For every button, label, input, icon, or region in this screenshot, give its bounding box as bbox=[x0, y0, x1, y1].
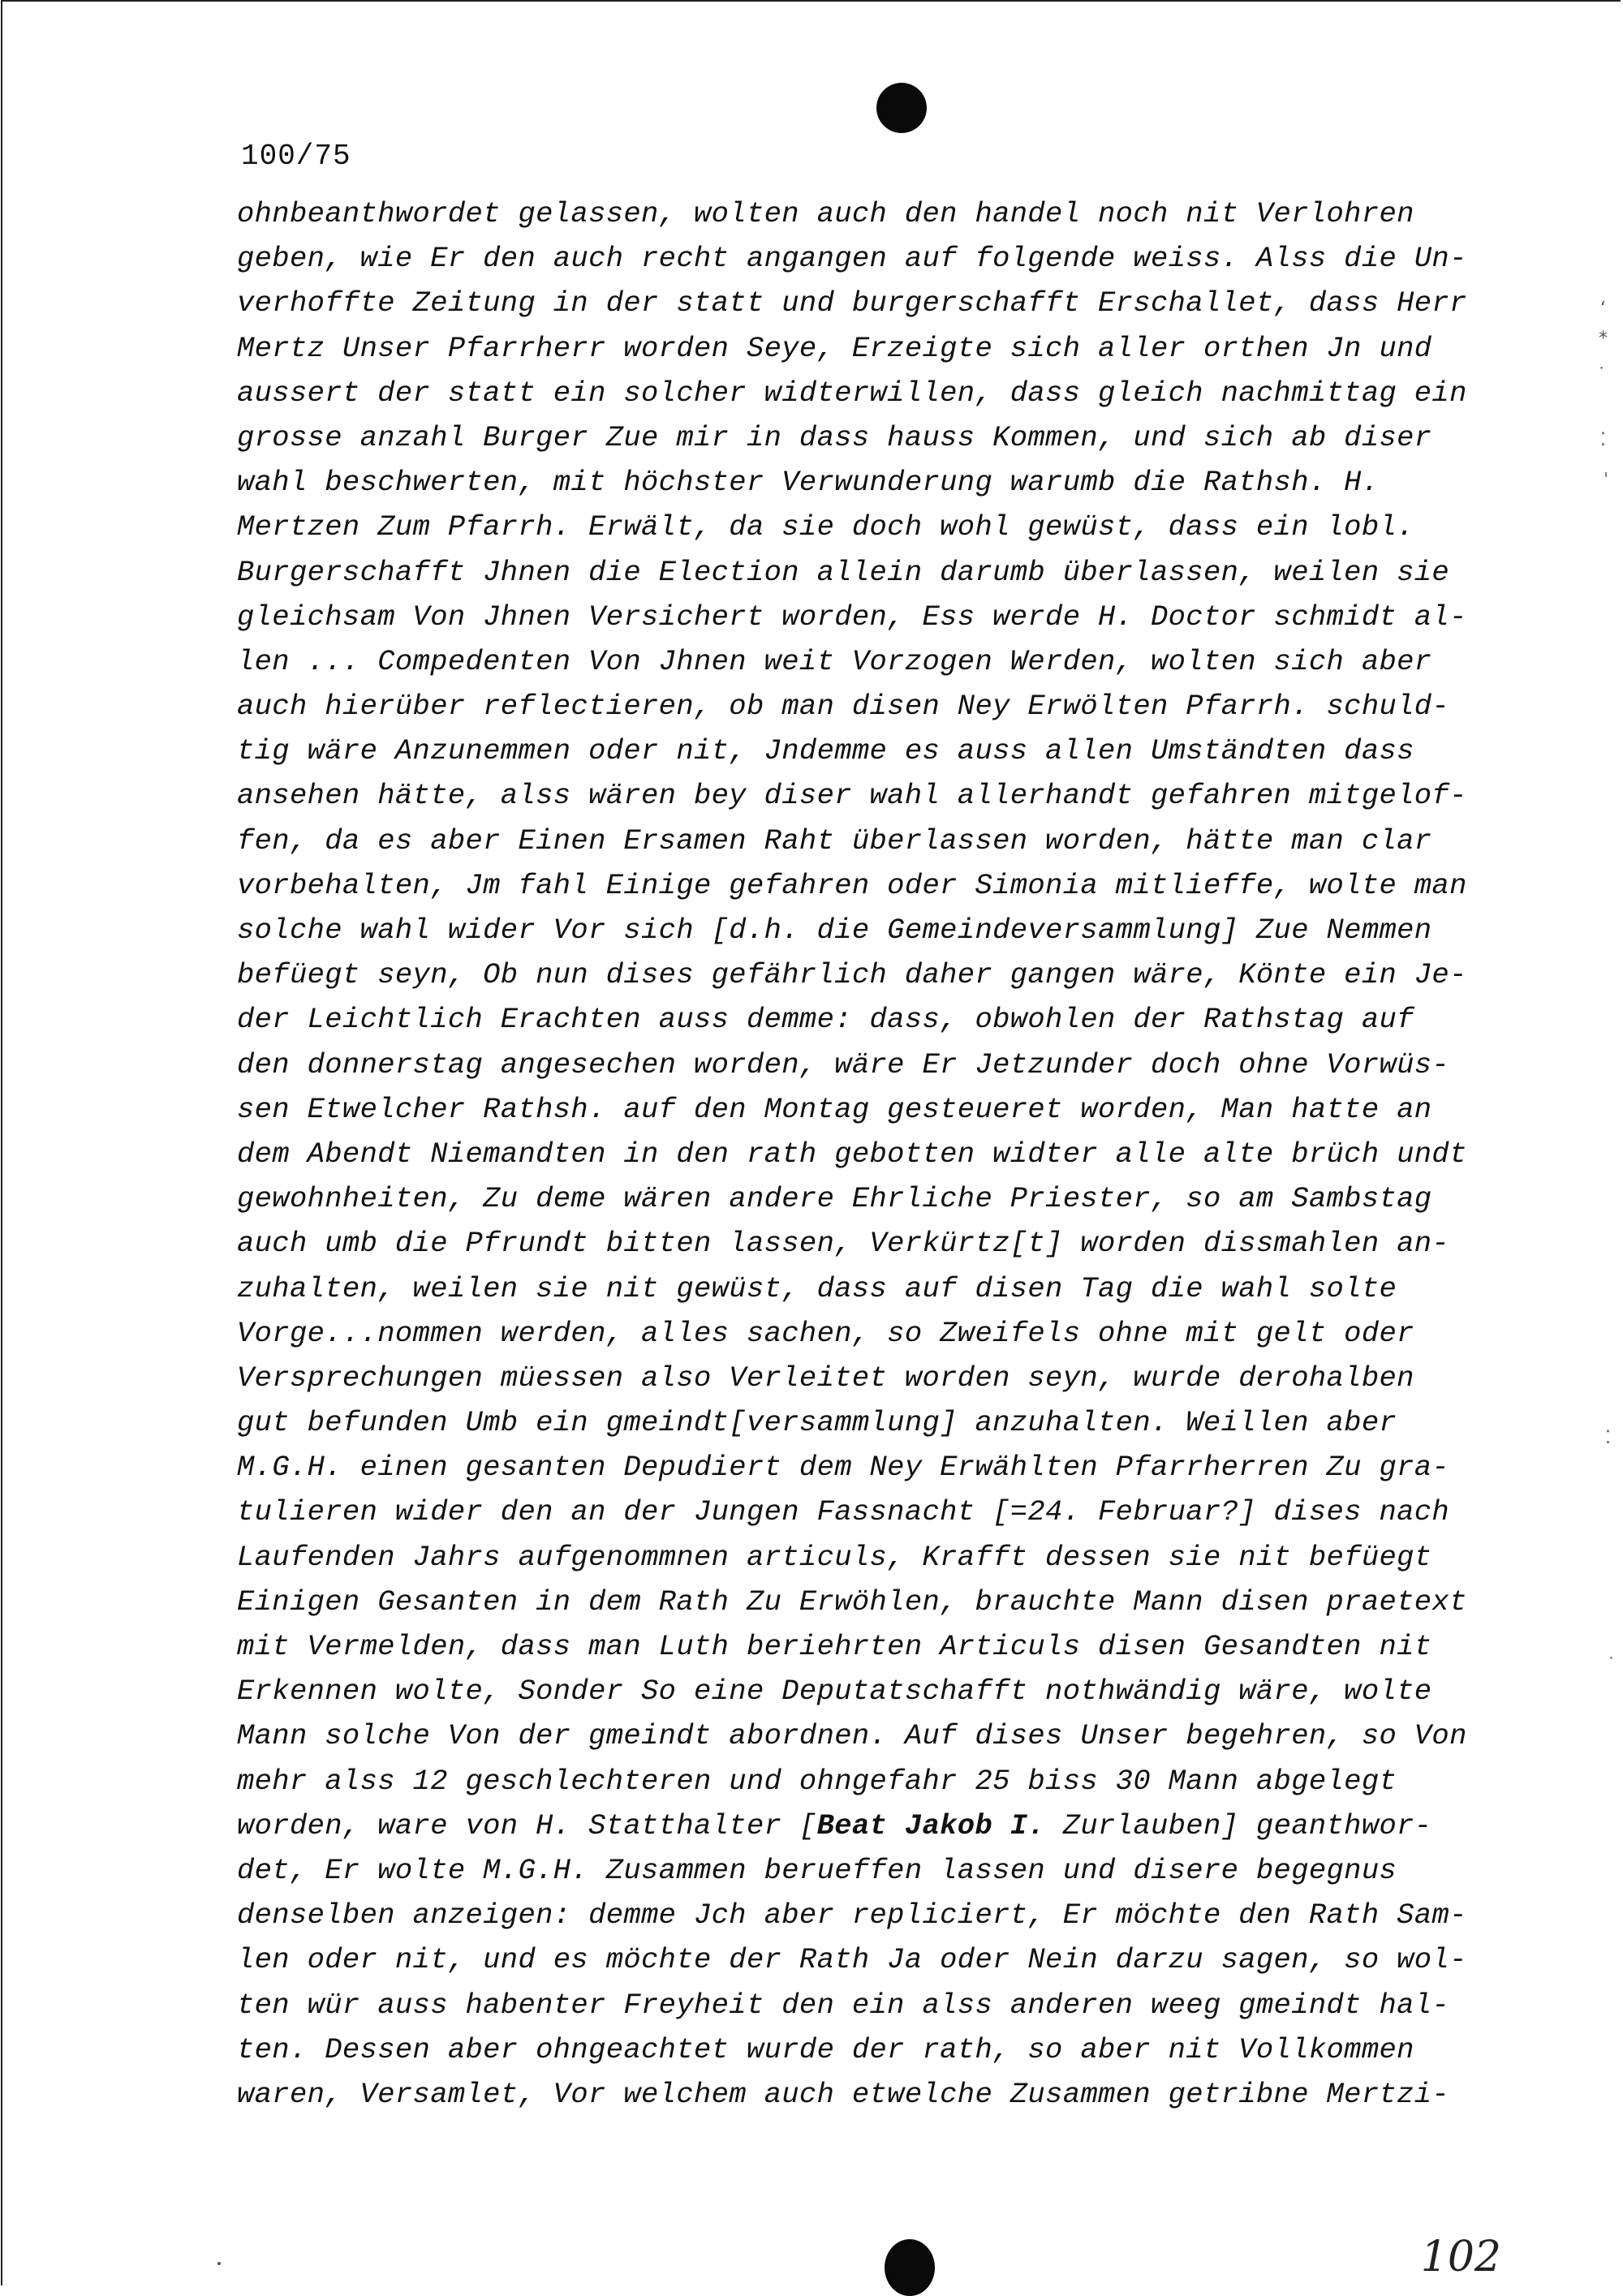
text-line: Burgerschafft Jhnen die Election allein darumb überlassen, weilen sie bbox=[237, 555, 1450, 589]
text-line: det, Er wolte M.G.H. Zusammen berueffen lassen und disere begegnus bbox=[237, 1853, 1397, 1887]
bold-name-segment: Beat Jakob I. bbox=[816, 1808, 1046, 1842]
margin-scan-mark: ʻ bbox=[1600, 299, 1606, 319]
text-line: auch hierüber reflectieren, ob man disen Ney Erwölten Pfarrh. schuld- bbox=[237, 690, 1450, 724]
text-line: gut befunden Umb ein gmeindt[versammlung] anzuhalten. Weillen aber bbox=[237, 1406, 1397, 1440]
text-line bbox=[237, 1804, 1503, 1848]
punch-hole-bottom bbox=[885, 2239, 935, 2296]
text-line: ohnbeanthwordet gelassen, wolten auch den handel noch nit Verlohren bbox=[237, 197, 1414, 230]
margin-scan-mark: ⁚ bbox=[1605, 1428, 1611, 1448]
text-line: gleichsam Von Jhnen Versichert worden, Ess werde H. Doctor schmidt al- bbox=[237, 600, 1467, 634]
text-line: Mann solche Von der gmeindt abordnen. Auf dises Unser begehren, so Von bbox=[237, 1719, 1467, 1753]
text-line: Erkennen wolte, Sonder So eine Deputatschafft nothwändig wäre, wolte bbox=[237, 1675, 1432, 1709]
text-line: tig wäre Anzunemmen oder nit, Jndemme es auss allen Umständten dass bbox=[237, 734, 1414, 768]
text-line: len ... Compedenten Von Jhnen weit Vorzogen Werden, wolten sich aber bbox=[237, 644, 1432, 678]
text-line: sen Etwelcher Rathsh. auf den Montag gesteueret worden, Man hatte an bbox=[237, 1092, 1432, 1126]
text-line: gewohnheiten, Zu deme wären andere Ehrliche Priester, so am Sambstag bbox=[237, 1182, 1432, 1216]
margin-scan-mark: ⁎ bbox=[1599, 323, 1608, 343]
text-line: ten wür auss habenter Freyheit den ein alss anderen weeg gmeindt hal- bbox=[237, 1988, 1450, 2022]
text-line: Mertzen Zum Pfarrh. Erwält, da sie doch wohl gewüst, dass ein lobl. bbox=[237, 510, 1414, 544]
text-line: befüegt seyn, Ob nun dises gefährlich daher gangen wäre, Könte ein Je- bbox=[237, 958, 1467, 992]
text-line: ten. Dessen aber ohngeachtet wurde der rath, so aber nit Vollkommen bbox=[237, 2032, 1414, 2066]
text-line: solche wahl wider Vor sich [d.h. die Gemeindeversammlung] Zue Nemmen bbox=[237, 914, 1432, 947]
text-line: waren, Versamlet, Vor welchem auch etwelche Zusammen getribne Mertzi- bbox=[237, 2077, 1450, 2111]
margin-scan-mark: ˙ bbox=[1607, 1655, 1616, 1675]
margin-scan-mark: ˈ bbox=[1604, 471, 1609, 491]
text-line: verhoffte Zeitung in der statt und burgerschafft Erschallet, dass Herr bbox=[237, 286, 1467, 320]
text-line: auch umb die Pfrundt bitten lassen, Verkürtz[t] worden dissmahlen an- bbox=[237, 1227, 1450, 1261]
text-line: aussert der statt ein solcher widterwillen, dass gleich nachmittag ein bbox=[237, 376, 1467, 410]
text-line: Versprechungen müessen also Verleitet worden seyn, wurde derohalben bbox=[237, 1361, 1414, 1395]
text-line: mit Vermelden, dass man Luth beriehrten Articuls disen Gesandten nit bbox=[237, 1630, 1432, 1663]
margin-scan-mark: ⁚ bbox=[1600, 430, 1606, 450]
text-line: Einigen Gesanten in dem Rath Zu Erwöhlen, brauchte Mann disen praetext bbox=[237, 1584, 1467, 1619]
text-line: wahl beschwerten, mit höchster Verwunderung warumb die Rathsh. H. bbox=[237, 466, 1380, 500]
text-line: dem Abendt Niemandten in den rath gebotten widter alle alte brüch undt bbox=[237, 1137, 1467, 1171]
text-line: zuhalten, weilen sie nit gewüst, dass auf disen Tag die wahl solte bbox=[237, 1271, 1397, 1305]
text-line: ansehen hätte, alss wären bey diser wahl allerhandt gefahren mitgelof- bbox=[237, 779, 1467, 813]
text-line: tulieren wider den an der Jungen Fassnacht [=24. Februar?] dises nach bbox=[237, 1495, 1450, 1529]
transcription-body bbox=[237, 191, 1503, 2117]
text-line: Vorge...nommen werden, alles sachen, so Zweifels ohne mit gelt oder bbox=[237, 1316, 1414, 1350]
margin-scan-mark: ˙ bbox=[1597, 365, 1606, 385]
text-line: den donnerstag angesechen worden, wäre Er Jetzunder doch ohne Vorwüs- bbox=[237, 1047, 1450, 1081]
text-line: geben, wie Er den auch recht angangen auf folgende weiss. Alss die Un- bbox=[237, 242, 1467, 276]
text-line: M.G.H. einen gesanten Depudiert dem Ney Erwählten Pfarrherren Zu gra- bbox=[237, 1451, 1450, 1485]
text-line: grosse anzahl Burger Zue mir in dass hauss Kommen, und sich ab diser bbox=[237, 420, 1432, 454]
page-reference: 100/75 bbox=[241, 140, 351, 173]
text-line: denselben anzeigen: demme Jch aber repliciert, Er möchte den Rath Sam- bbox=[237, 1898, 1467, 1933]
text-line: der Leichtlich Erachten auss demme: dass, obwohlen der Rathstag auf bbox=[237, 1003, 1414, 1037]
text-line: Mertz Unser Pfarrherr worden Seye, Erzeigte sich aller orthen Jn und bbox=[237, 331, 1432, 365]
folio-number: 102 bbox=[1420, 2233, 1501, 2281]
text-segment: Zurlauben] geanthwor- bbox=[1045, 1808, 1432, 1842]
text-line: fen, da es aber Einen Ersamen Raht überlassen worden, hätte man clar bbox=[237, 823, 1432, 858]
punch-hole-top bbox=[876, 83, 927, 133]
text-line: Laufenden Jahrs aufgenommnen articuls, Krafft dessen sie nit befüegt bbox=[237, 1540, 1432, 1574]
text-segment: worden, ware von H. Statthalter [ bbox=[237, 1808, 817, 1842]
text-line: vorbehalten, Jm fahl Einige gefahren oder Simonia mitlieffe, wolte man bbox=[237, 868, 1467, 902]
scan-dot bbox=[217, 2262, 221, 2265]
text-line: mehr alss 12 geschlechteren und ohngefahr 25 biss 30 Mann abgelegt bbox=[237, 1764, 1397, 1798]
text-line: len oder nit, und es möchte der Rath Ja oder Nein darzu sagen, so wol- bbox=[237, 1943, 1467, 1977]
